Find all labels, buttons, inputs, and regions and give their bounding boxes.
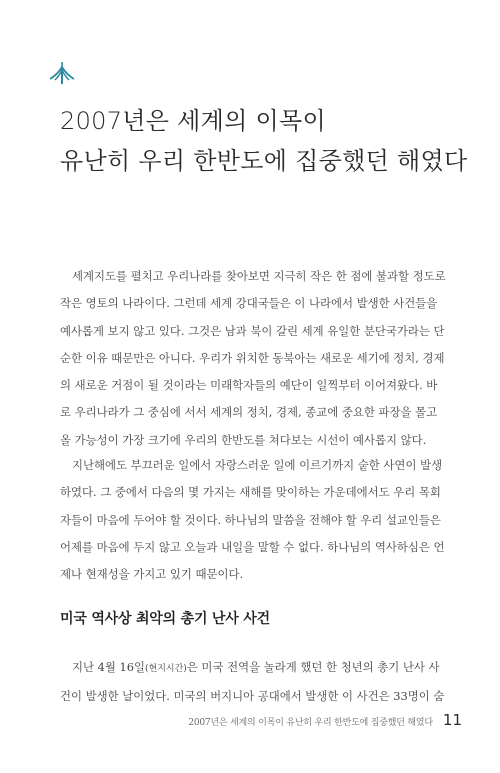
page-footer (188, 711, 462, 729)
body-paragraph-3 (60, 654, 454, 711)
paragraph-line: 올 가능성이 가장 크기에 우리의 한반도를 쳐다보는 시선이 예사롭지 않다. (60, 432, 427, 447)
paragraph-line: 자들이 마음에 두어야 할 것이다. 하나님의 말씀을 전해야 할 우리 설교인들은 (60, 512, 441, 527)
paragraph-line: 의 새로운 거점이 될 것이라는 미래학자들의 예단이 일찍부터 이어져왔다. 바 (60, 378, 438, 393)
chapter-title (60, 101, 480, 181)
page-number: 11 (442, 711, 462, 729)
paragraph-text: 은 미국 전역을 놀라게 했던 한 청년의 총기 난사 사 (186, 660, 440, 674)
chapter-title-line-1: 2007년은 세계의 이목이 (60, 107, 327, 135)
paragraph-line: 하였다. 그 중에서 다음의 몇 가지는 새해를 맞이하는 가운데에서도 우리 목회 (60, 485, 441, 500)
body-paragraph-1 (60, 263, 454, 454)
paragraph-line: 어제를 마음에 두지 않고 오늘과 내일을 말할 수 없다. 하나님의 역사하심은 언 (60, 539, 445, 554)
paragraph-line: 작은 영토의 나라이다. 그런데 세계 강대국들은 이 나라에서 발생한 사건들을 (60, 296, 438, 311)
paragraph-line: 로 우리나라가 그 중심에 서서 세계의 정치, 경제, 종교에 중요한 파장을 몰고 (60, 405, 438, 420)
date-text: 지난 4월 16일 (72, 660, 145, 674)
local-time-note: (현지시간) (145, 664, 187, 674)
running-title: 2007년은 세계의 이목이 유난히 우리 한반도에 집중했던 해였다 (188, 718, 433, 728)
chapter-title-line-2: 유난히 우리 한반도에 집중했던 해였다 (60, 147, 468, 175)
body-paragraph-2 (60, 452, 454, 588)
tree-ornament-icon (48, 60, 76, 86)
paragraph-line: 지난해에도 부끄러운 일에서 자랑스러운 일에 이르기까지 숱한 사연이 발생 (72, 458, 443, 472)
paragraph-line: 순한 이유 때문만은 아니다. 우리가 위치한 동북아는 새로운 세기에 정치, 경제 (60, 350, 445, 365)
paragraph-line: 세계지도를 펼치고 우리나라를 찾아보면 지극히 작은 한 점에 불과할 정도로 (72, 269, 446, 283)
paragraph-line: 제나 현재성을 가지고 있기 때문이다. (60, 567, 244, 582)
section-heading: 미국 역사상 최악의 총기 난사 사건 (60, 611, 270, 627)
paragraph-line (60, 654, 454, 683)
paragraph-line: 예사롭게 보지 않고 있다. 그것은 남과 북이 갈린 세계 유일한 분단국가라는 단 (60, 323, 445, 338)
paragraph-line: 건이 발생한 날이었다. 미국의 버지니아 공대에서 발생한 이 사건은 33명이 숨 (60, 689, 445, 704)
